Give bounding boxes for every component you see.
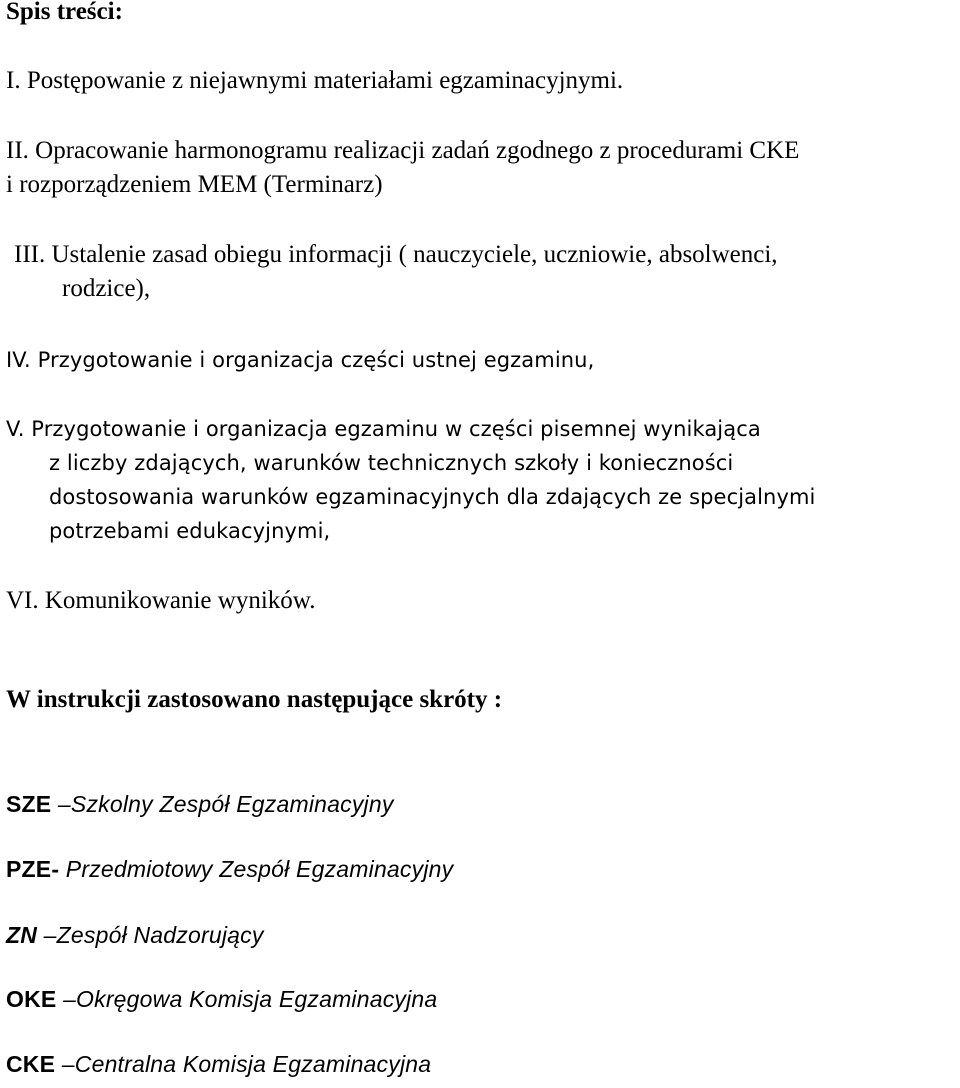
toc-item-3-line-2: rodzice), (62, 275, 151, 302)
toc-heading: Spis treści: (6, 0, 123, 25)
toc-item-2-line-2: i rozporządzeniem MEM (Terminarz) (6, 171, 383, 198)
abbreviation-key: CKE (6, 1051, 62, 1077)
toc-item-5-line-2: z liczby zdających, warunków technicznych szkoły i konieczności (49, 451, 734, 475)
toc-item-5-line-4: potrzebami edukacyjnymi, (49, 519, 331, 543)
abbreviation-dash (59, 856, 66, 882)
abbreviation-dash: – (61, 1051, 75, 1077)
abbreviation-row-sze (6, 791, 394, 818)
abbreviation-key: SZE (6, 791, 58, 817)
abbreviation-value: Przedmiotowy Zespół Egzaminacyjny (65, 856, 454, 882)
abbreviation-key: PZE- (6, 856, 60, 882)
abbreviation-value: Szkolny Zespół Egzaminacyjny (70, 791, 394, 817)
abbreviation-row-oke (6, 986, 437, 1013)
abbreviation-value: Okręgowa Komisja Egzaminacyjna (76, 986, 438, 1012)
toc-item-6: VI. Komunikowanie wyników. (6, 587, 316, 614)
abbreviation-value: Zespół Nadzorujący (56, 922, 264, 948)
abbreviation-dash: – (63, 986, 77, 1012)
abbreviation-row-zn (6, 922, 264, 949)
toc-item-1: I. Postępowanie z niejawnymi materiałami egzaminacyjnymi. (6, 67, 624, 94)
abbreviation-key: ZN (6, 922, 44, 948)
toc-item-2-line-1: II. Opracowanie harmonogramu realizacji zadań zgodnego z procedurami CKE (6, 137, 800, 164)
abbreviation-dash: – (57, 791, 71, 817)
toc-item-3-line-1: III. Ustalenie zasad obiegu informacji ( nauczyciele, uczniowie, absolwenci, (14, 241, 778, 268)
toc-item-4: IV. Przygotowanie i organizacja części ustnej egzaminu, (6, 348, 595, 372)
abbreviation-row-pze (6, 856, 453, 883)
abbreviation-value: Centralna Komisja Egzaminacyjna (74, 1051, 432, 1077)
toc-item-5-line-1: V. Przygotowanie i organizacja egzaminu w części pisemnej wynikająca (6, 417, 761, 441)
abbreviation-dash: – (43, 922, 57, 948)
toc-item-5-line-3: dostosowania warunków egzaminacyjnych dla zdających ze specjalnymi (49, 485, 816, 509)
abbreviation-row-cke (6, 1051, 431, 1078)
abbreviations-heading: W instrukcji zastosowano następujące skróty : (6, 686, 503, 713)
abbreviation-key: OKE (6, 986, 64, 1012)
